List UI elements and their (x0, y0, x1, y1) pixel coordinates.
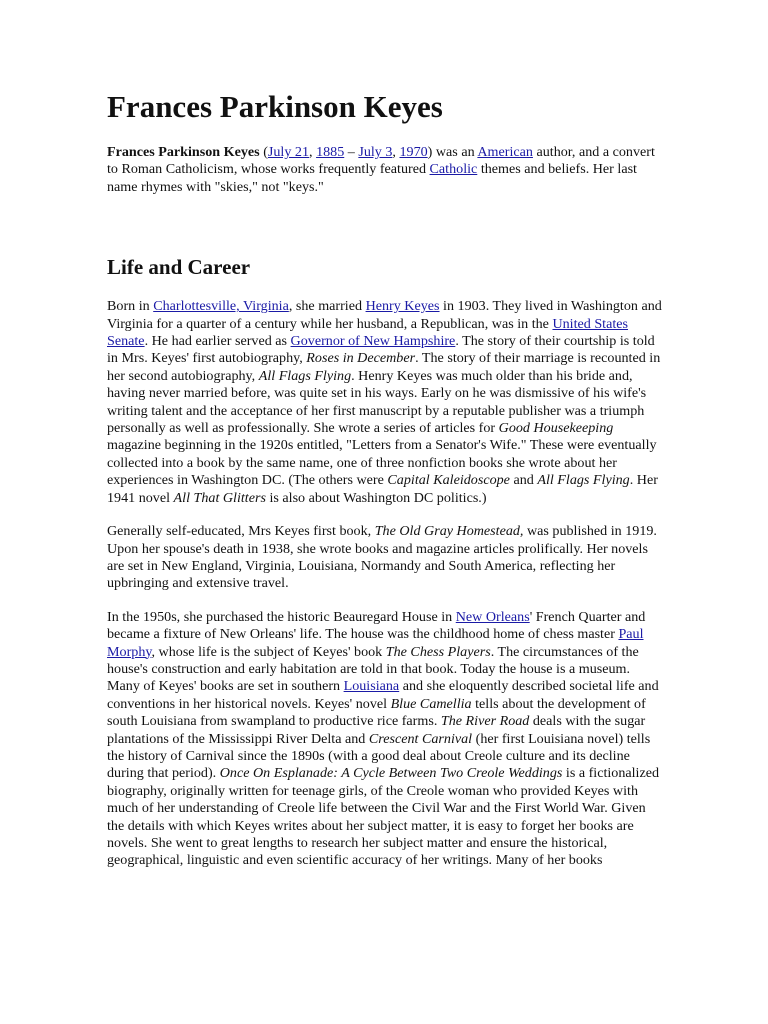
link-catholic[interactable]: Catholic (429, 161, 478, 178)
link-birth-day[interactable]: July 21 (267, 144, 310, 160)
link-united-states-senate[interactable]: United States Senate (107, 315, 629, 350)
title-once-on-esplanade: Once On Esplanade: A Cycle Between Two Creole Weddings (219, 765, 563, 782)
link-birth-year[interactable]: 1885 (316, 144, 345, 160)
education-paragraph: Generally self-educated, Mrs Keyes first book, The Old Gray Homestead, was published in 1919. Upon her spouse's death in 1938, she wrote books and magazine articles prolifically. Her novels are set in New England, Virginia, Louisiana, Normandy and South America, reflecting her upbringing and extensive travel. (107, 523, 657, 592)
intro-paragraph: Frances Parkinson Keyes (July 21, 1885 – July 3, 1970) was an American author, and a convert to Roman Catholicism, whose works frequently featured Catholic themes and beliefs. Her last name rhymes with "skies," not "keys." (107, 144, 655, 195)
title-good-housekeeping: Good Housekeeping (498, 420, 614, 437)
link-american[interactable]: American (477, 144, 533, 160)
title-crescent-carnival: Crescent Carnival (368, 730, 473, 747)
article-body (107, 88, 663, 886)
title-roses-in-december: Roses in December (306, 350, 416, 367)
link-paul-morphy[interactable]: Paul Morphy (107, 626, 644, 660)
career-paragraph: Born in Charlottesville, Virginia, she married Henry Keyes in 1903. They lived in Washington and Virginia for a quarter of a century while her husband, a Republican, was in the United States Senate. He had earlier served as Governor of New Hampshire. The story of their courtship is told in Mrs. Keyes' first autobiography, Roses in December. The story of their marriage is recounted in her second autobiography, All Flags Flying. Henry Keyes was much older than his bride and, having never married before, was quite set in his ways. Early on he was dismissive of his wife's writing talent and the acceptance of her first manuscript by a reputable publisher was a triumph personally as well as professionally. She wrote a series of articles for Good Housekeeping magazine beginning in the 1920s entitled, "Letters from a Senator's Wife." These were eventually collected into a book by the same name, one of three nonfiction books she wrote about her experiences in Washington DC. (The others were Capital Kaleidoscope and All Flags Flying. Her 1941 novel All That Glitters is also about Washington DC politics.) (107, 298, 662, 506)
link-death-day[interactable]: July 3 (358, 144, 393, 160)
link-new-orleans[interactable]: New Orleans (455, 608, 530, 625)
title-all-flags-flying-2: All Flags Flying (537, 472, 630, 489)
subject-name: Frances Parkinson Keyes (107, 144, 260, 160)
link-death-year[interactable]: 1970 (399, 144, 428, 160)
empty-bullet-list (107, 212, 663, 236)
title-all-flags-flying: All Flags Flying (258, 367, 352, 384)
link-charlottesville[interactable]: Charlottesville, Virginia (153, 298, 289, 315)
article-title: Frances Parkinson Keyes (107, 89, 443, 124)
link-henry-keyes[interactable]: Henry Keyes (365, 298, 440, 315)
title-river-road: The River Road (440, 713, 530, 730)
section-heading: Life and Career (107, 255, 251, 280)
title-all-that-glitters: All That Glitters (173, 489, 266, 506)
link-governor-new-hampshire[interactable]: Governor of New Hampshire (290, 333, 456, 350)
new-orleans-paragraph: In the 1950s, she purchased the historic Beauregard House in New Orleans' French Quarter and became a fixture of New Orleans' life. The house was the childhood home of chess master Paul Morphy, whose life is the subject of Keyes' book The Chess Players. The circumstances of the house's construction and early habitation are told in that book. Today the house is a museum. Many of Keyes' books are set in southern Louisiana and she eloquently described societal life and conventions in her historical novels. Keyes' novel Blue Camellia tells about the development of south Louisiana from swampland to productive rice farms. The River Road deals with the sugar plantations of the Mississippi River Delta and Crescent Carnival (her first Louisiana novel) tells the history of Carnival since the 1890s (with a good deal about Creole culture and its decline during that period). Once On Esplanade: A Cycle Between Two Creole Weddings is a fictionalized biography, originally written for teenage girls, of the Creole woman who provided Keyes with much of her understanding of Creole life between the Civil War and the First World War. Given the details with which Keyes writes about her subject matter, it is easy to forget her books are novels. She went to great lengths to research her subject matter and ensure the historical, geographical, linguistic and even scientific accuracy of her writings. Many of her books (107, 608, 660, 869)
title-chess-players: The Chess Players (385, 643, 491, 660)
title-old-gray-homestead: The Old Gray Homestead, (374, 523, 524, 540)
title-blue-camellia: Blue Camellia (390, 695, 472, 712)
link-louisiana[interactable]: Louisiana (343, 678, 400, 695)
bullet-item (107, 212, 663, 236)
title-capital-kaleidoscope: Capital Kaleidoscope (387, 472, 510, 489)
